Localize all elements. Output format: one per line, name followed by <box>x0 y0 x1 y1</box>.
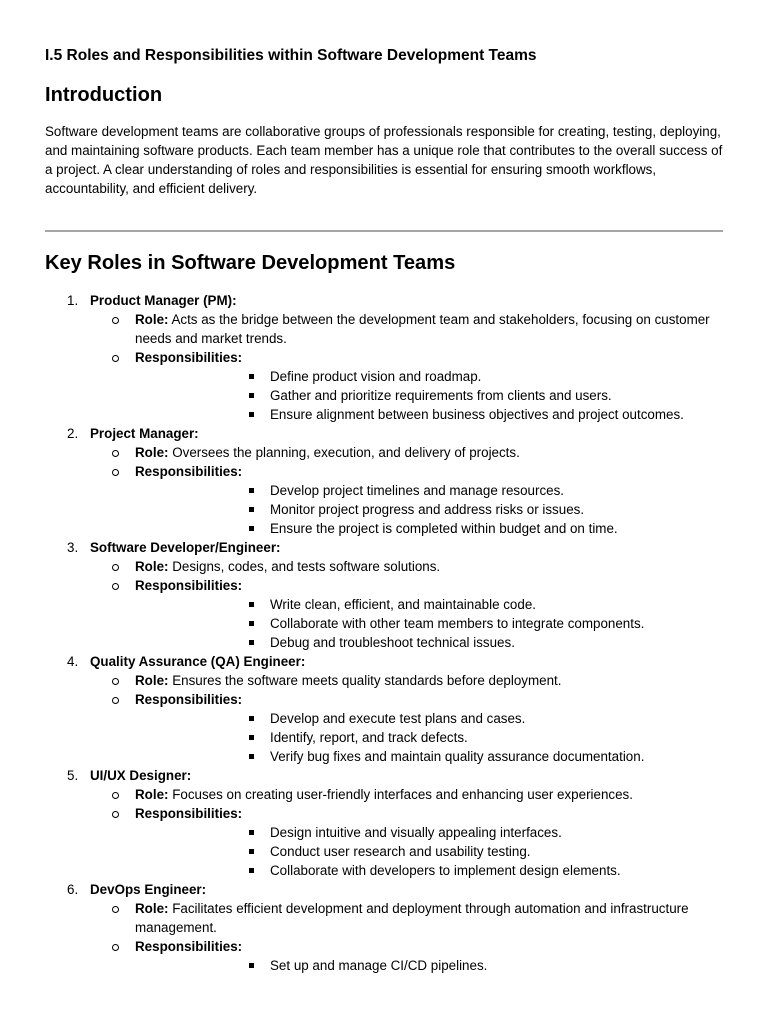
responsibility-item <box>135 595 723 614</box>
introduction-paragraph: Software development teams are collaborative groups of professionals responsible for creating, testing, deploying, and maintaining software products. Each team member has a unique role that contributes to the overall success of a project. A clear understanding of roles and responsibilities is essential for ensuring smooth workflows, accountability, and efficient delivery. <box>45 124 723 196</box>
responsibility-item <box>135 367 723 386</box>
square-bullet-icon <box>249 488 254 493</box>
responsibilities-item <box>45 462 723 538</box>
square-bullet-icon <box>249 507 254 512</box>
role-title-line <box>45 652 723 671</box>
role-title-line <box>45 766 723 785</box>
role-label: Role: <box>135 787 169 802</box>
square-bullet-icon <box>249 621 254 626</box>
role-description-text: Facilitates efficient development and deployment through automation and infrastructure management. <box>135 901 689 935</box>
responsibilities-label: Responsibilities: <box>135 464 243 479</box>
role-item <box>45 424 723 538</box>
role-title-line <box>45 424 723 443</box>
responsibility-text: Ensure the project is completed within budget and on time. <box>270 521 618 536</box>
responsibilities-item <box>45 576 723 652</box>
role-item <box>45 766 723 880</box>
hollow-circle-bullet-icon <box>112 697 119 704</box>
hollow-circle-bullet-icon <box>112 583 119 590</box>
responsibility-text: Conduct user research and usability testing. <box>270 844 531 859</box>
role-title-line <box>45 880 723 899</box>
role-description <box>45 557 723 576</box>
role-label: Role: <box>135 445 169 460</box>
role-label: Role: <box>135 901 169 916</box>
role-details <box>45 671 723 766</box>
hollow-circle-bullet-icon <box>112 906 119 913</box>
responsibility-text: Monitor project progress and address risks or issues. <box>270 502 585 517</box>
responsibility-text: Gather and prioritize requirements from clients and users. <box>270 388 612 403</box>
role-description-text: Ensures the software meets quality standards before deployment. <box>168 673 562 688</box>
responsibilities-list <box>135 709 723 766</box>
square-bullet-icon <box>249 412 254 417</box>
square-bullet-icon <box>249 868 254 873</box>
role-details <box>45 785 723 880</box>
responsibilities-item <box>45 348 723 424</box>
role-details <box>45 443 723 538</box>
role-label: Role: <box>135 312 169 327</box>
role-item <box>45 880 723 975</box>
role-details <box>45 310 723 424</box>
role-label: Role: <box>135 673 169 688</box>
role-title: Software Developer/Engineer: <box>90 540 281 555</box>
key-roles-heading: Key Roles in Software Development Teams <box>45 252 456 274</box>
responsibility-item <box>135 386 723 405</box>
responsibilities-item <box>45 804 723 880</box>
role-number: 5. <box>67 768 79 783</box>
responsibility-text: Ensure alignment between business objectives and project outcomes. <box>270 407 684 422</box>
role-title-line <box>45 291 723 310</box>
hollow-circle-bullet-icon <box>112 792 119 799</box>
responsibility-item <box>135 633 723 652</box>
square-bullet-icon <box>249 640 254 645</box>
responsibility-item <box>135 861 723 880</box>
responsibility-text: Collaborate with developers to implement design elements. <box>270 863 621 878</box>
responsibility-text: Define product vision and roadmap. <box>270 369 482 384</box>
horizontal-divider <box>45 230 723 232</box>
role-number: 6. <box>67 882 79 897</box>
role-details <box>45 557 723 652</box>
hollow-circle-bullet-icon <box>112 317 119 324</box>
responsibilities-list <box>135 595 723 652</box>
role-title: UI/UX Designer: <box>90 768 192 783</box>
hollow-circle-bullet-icon <box>112 944 119 951</box>
role-number: 3. <box>67 540 79 555</box>
responsibilities-list <box>135 481 723 538</box>
responsibilities-label: Responsibilities: <box>135 806 243 821</box>
responsibility-text: Identify, report, and track defects. <box>270 730 468 745</box>
responsibility-text: Design intuitive and visually appealing interfaces. <box>270 825 562 840</box>
square-bullet-icon <box>249 374 254 379</box>
square-bullet-icon <box>249 754 254 759</box>
square-bullet-icon <box>249 526 254 531</box>
responsibility-item <box>135 614 723 633</box>
responsibilities-item <box>45 937 723 975</box>
role-description <box>45 671 723 690</box>
hollow-circle-bullet-icon <box>112 450 119 457</box>
role-item <box>45 652 723 766</box>
role-description <box>45 310 723 348</box>
responsibilities-label: Responsibilities: <box>135 350 243 365</box>
responsibility-text: Set up and manage CI/CD pipelines. <box>270 958 488 973</box>
responsibility-item <box>135 823 723 842</box>
role-description-text: Oversees the planning, execution, and delivery of projects. <box>168 445 520 460</box>
responsibilities-label: Responsibilities: <box>135 939 243 954</box>
role-item <box>45 538 723 652</box>
responsibilities-list <box>135 367 723 424</box>
role-description-text: Designs, codes, and tests software solutions. <box>168 559 441 574</box>
role-description-text: Focuses on creating user-friendly interfaces and enhancing user experiences. <box>168 787 633 802</box>
role-details <box>45 899 723 975</box>
hollow-circle-bullet-icon <box>112 678 119 685</box>
role-number: 2. <box>67 426 79 441</box>
role-title: DevOps Engineer: <box>90 882 207 897</box>
role-title-line <box>45 538 723 557</box>
responsibility-text: Write clean, efficient, and maintainable code. <box>270 597 536 612</box>
role-item <box>45 291 723 424</box>
square-bullet-icon <box>249 963 254 968</box>
responsibilities-list <box>135 956 723 975</box>
responsibility-text: Develop and execute test plans and cases. <box>270 711 526 726</box>
square-bullet-icon <box>249 830 254 835</box>
roles-list <box>45 291 723 975</box>
responsibilities-label: Responsibilities: <box>135 578 243 593</box>
responsibility-item <box>135 519 723 538</box>
responsibility-item <box>135 728 723 747</box>
responsibility-text: Collaborate with other team members to integrate components. <box>270 616 645 631</box>
responsibility-item <box>135 500 723 519</box>
hollow-circle-bullet-icon <box>112 355 119 362</box>
role-description <box>45 443 723 462</box>
role-number: 1. <box>67 293 79 308</box>
responsibility-item <box>135 956 723 975</box>
responsibilities-item <box>45 690 723 766</box>
role-title: Quality Assurance (QA) Engineer: <box>90 654 306 669</box>
responsibilities-label: Responsibilities: <box>135 692 243 707</box>
role-title: Product Manager (PM): <box>90 293 237 308</box>
hollow-circle-bullet-icon <box>112 469 119 476</box>
responsibility-text: Debug and troubleshoot technical issues. <box>270 635 515 650</box>
role-description <box>45 899 723 937</box>
hollow-circle-bullet-icon <box>112 564 119 571</box>
role-number: 4. <box>67 654 79 669</box>
responsibility-item <box>135 405 723 424</box>
square-bullet-icon <box>249 849 254 854</box>
role-title: Project Manager: <box>90 426 199 441</box>
role-description <box>45 785 723 804</box>
responsibility-item <box>135 709 723 728</box>
responsibility-item <box>135 481 723 500</box>
introduction-heading: Introduction <box>45 84 163 106</box>
responsibility-item <box>135 842 723 861</box>
responsibility-text: Verify bug fixes and maintain quality assurance documentation. <box>270 749 645 764</box>
hollow-circle-bullet-icon <box>112 811 119 818</box>
role-label: Role: <box>135 559 169 574</box>
square-bullet-icon <box>249 393 254 398</box>
responsibility-text: Develop project timelines and manage resources. <box>270 483 565 498</box>
responsibility-item <box>135 747 723 766</box>
square-bullet-icon <box>249 735 254 740</box>
square-bullet-icon <box>249 602 254 607</box>
document-title: I.5 Roles and Responsibilities within Software Development Teams <box>45 47 537 64</box>
responsibilities-list <box>135 823 723 880</box>
role-description-text: Acts as the bridge between the development team and stakeholders, focusing on customer needs and market trends. <box>135 312 710 346</box>
square-bullet-icon <box>249 716 254 721</box>
